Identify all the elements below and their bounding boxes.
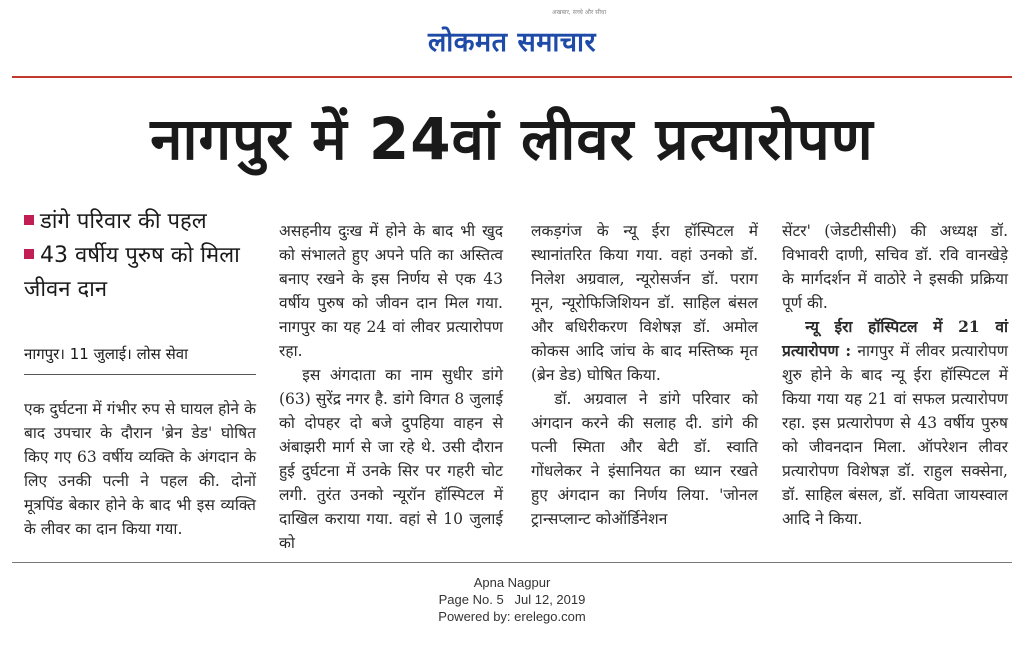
footer-powered-by: Powered by: erelego.com (438, 609, 586, 624)
article-paragraph: डॉ. अग्रवाल ने डांगे परिवार को अंगदान करने की सलाह दी. डांगे की पत्नी स्मिता और बेटी डॉ. स्वाति गोंधलेकर ने इंसानियत का ध्यान रखते हुए अंगदान का निर्णय लिया. 'जोनल ट्रान्सप्लान्ट कोऑर्डिनेशन (531, 390, 758, 528)
deck-item (24, 239, 256, 307)
article-dateline: नागपुर। 11 जुलाई। लोस सेवा (24, 345, 188, 363)
article-paragraph: असहनीय दुःख में होने के बाद भी खुद को संभालते हुए अपने पति का अस्तित्व बनाए रखने के इस निर्णय से एक 43 वर्षीय पुरुष को जीवन दान मिल गया. नागपुर का यह 24 वां लीवर प्रत्यारोपण रहा. (279, 222, 503, 360)
article-paragraph: नागपुर में लीवर प्रत्यारोपण शुरु होने के बाद न्यू ईरा हॉस्पिटल में किया गया यह 21 वां सफल प्रत्यारोपण रहा. इस प्रत्यारोपण से 43 वर्षीय पुरुष को जीवनदान मिला. ऑपरेशन लीवर प्रत्यारोपण विशेषज्ञ डॉ. राहुल सक्सेना, डॉ. साहिल बंसल, डॉ. सविता जायस्वाल आदि ने किया. (782, 342, 1009, 528)
article-subhead: न्यू ईरा हॉस्पिटल में 21 वां प्रत्यारोपण : (782, 317, 1008, 360)
article-paragraph: सेंटर' (जेडटीसीसी) की अध्यक्ष डॉ. विभावरी दाणी, सचिव डॉ. रवि वानखेड़े के मार्गदर्शन में वाठोरे ने इसकी प्रक्रिया पूर्ण की. (782, 222, 1008, 312)
masthead-divider (12, 76, 1012, 78)
article-paragraph: एक दुर्घटना में गंभीर रुप से घायल होने के बाद उपचार के दौरान 'ब्रेन डेड' घोषित किए गए 63 वर्षीय व्यक्ति के अंगदान के लिए उनकी पत्नी ने पहल की. दोनों मूत्रपिंड बेकार होने के बाद भी इस व्यक्ति के लीवर का दान किया गया. (24, 400, 256, 538)
article-headline: नागपुर में 24वां लीवर प्रत्यारोपण (150, 105, 874, 173)
dateline-divider (24, 374, 256, 375)
article-paragraph-with-subhead (782, 315, 1008, 531)
article-deck (24, 205, 256, 307)
article-paragraph: इस अंगदाता का नाम सुधीर डांगे (63) सुरेंद्र नगर है. डांगे विगत 8 जुलाई को दोपहर दो बजे दुपहिया वाहन से अंबाझरी मार्ग से जा रहे थे. उसी दौरान हुई दुर्घटना में उनके सिर पर गहरी चोट लगी. तुरंत उनको न्यूरॉन हॉस्पिटल में दाखिल कराया गया. वहां से 10 जुलाई को (279, 366, 503, 552)
deck-item (24, 205, 256, 239)
footer-page-date: Page No. 5 Jul 12, 2019 (438, 592, 586, 607)
deck-item-text: डांगे परिवार की पहल (40, 209, 207, 234)
masthead (0, 0, 1024, 76)
article-column-1 (24, 397, 256, 541)
deck-item-text: 43 वर्षीय पुरुष को मिला जीवन दान (24, 243, 240, 302)
article-column-2 (279, 219, 503, 555)
square-bullet-icon (24, 215, 34, 225)
footer-source: Apna Nagpur (473, 575, 551, 590)
newspaper-logo: लोकमत समाचार (427, 27, 597, 58)
article-paragraph: लकड़गंज के न्यू ईरा हॉस्पिटल में स्थानांतरित किया गया. वहां उनको डॉ. निलेश अग्रवाल, न्यूरोसर्जन डॉ. पराग मून, न्यूरोफिजिशियन डॉ. साहिल बंसल और बधिरीकरण विशेषज्ञ डॉ. अमोल कोकस आदि जांच के बाद मस्तिष्क मृत (ब्रेन डेड) घोषित किया. (531, 222, 758, 384)
footer-divider (12, 562, 1012, 563)
article-column-4 (782, 219, 1008, 531)
square-bullet-icon (24, 249, 34, 259)
masthead-tagline: अखबार, सच्चे और सीधा (552, 9, 607, 16)
article-column-3 (531, 219, 758, 531)
page-footer (0, 574, 1024, 625)
